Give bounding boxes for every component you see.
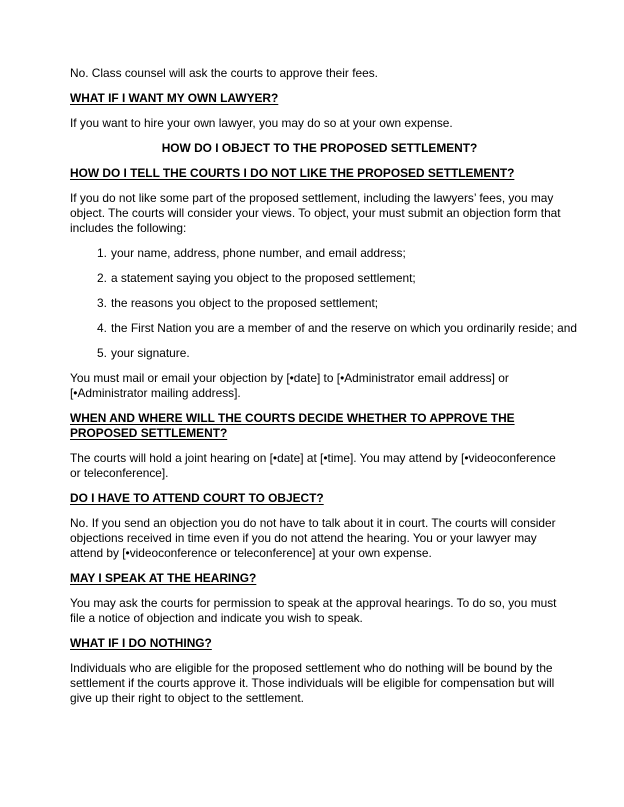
- list-item-number: 2.: [97, 271, 107, 285]
- objection-form-requirements-list: [70, 246, 577, 361]
- list-item-text: the First Nation you are a member of and the reserve on which you ordinarily reside; and: [111, 321, 577, 335]
- list-item-number: 1.: [97, 246, 107, 260]
- list-item-text: your signature.: [111, 346, 190, 360]
- para-joint-hearing: The courts will hold a joint hearing on [•date] at [•time]. You may attend by [•videoconference or teleconference].: [70, 451, 556, 480]
- list-item-3: [70, 296, 569, 311]
- para-objection-form-intro: If you do not like some part of the proposed settlement, including the lawyers’ fees, you may object. The courts will consider your views. To object, your must submit an objection form that includes the following:: [70, 191, 561, 235]
- list-item-text: your name, address, phone number, and email address;: [111, 246, 406, 260]
- list-item-number: 3.: [97, 296, 107, 310]
- list-item-5: [70, 346, 569, 361]
- heading-when-where-courts-decide: WHEN AND WHERE WILL THE COURTS DECIDE WHETHER TO APPROVE THE PROPOSED SETTLEMENT?: [70, 411, 515, 440]
- list-item-text: the reasons you object to the proposed settlement;: [111, 296, 379, 310]
- heading-what-if-own-lawyer: WHAT IF I WANT MY OWN LAWYER?: [70, 91, 279, 105]
- para-class-counsel-fees: No. Class counsel will ask the courts to approve their fees.: [70, 66, 378, 80]
- list-item-text: a statement saying you object to the proposed settlement;: [111, 271, 416, 285]
- para-hire-own-lawyer: If you want to hire your own lawyer, you may do so at your own expense.: [70, 116, 453, 130]
- list-item-number: 4.: [97, 321, 107, 335]
- para-mail-or-email-objection: You must mail or email your objection by [•date] to [•Administrator email address] or [•Administrator mailing address].: [70, 371, 509, 400]
- list-item-1: [70, 246, 569, 261]
- heading-how-do-i-object: HOW DO I OBJECT TO THE PROPOSED SETTLEMENT?: [161, 141, 478, 155]
- heading-attend-court-to-object: DO I HAVE TO ATTEND COURT TO OBJECT?: [70, 491, 324, 505]
- heading-how-tell-courts: HOW DO I TELL THE COURTS I DO NOT LIKE THE PROPOSED SETTLEMENT?: [70, 166, 515, 180]
- para-do-nothing-consequences: Individuals who are eligible for the proposed settlement who do nothing will be bound by the settlement if the courts approve it. Those individuals will be eligible for compensation but will give up their right to object to the settlement.: [70, 661, 555, 705]
- para-no-attendance-required: No. If you send an objection you do not have to talk about it in court. The courts will consider objections received in time even if you do not attend the hearing. You or your lawyer may attend by [•videoconference or teleconference] at your own expense.: [70, 516, 556, 560]
- list-item-2: [70, 271, 569, 286]
- heading-what-if-do-nothing: WHAT IF I DO NOTHING?: [70, 636, 212, 650]
- para-permission-to-speak: You may ask the courts for permission to speak at the approval hearings. To do so, you must file a notice of objection and indicate you wish to speak.: [70, 596, 557, 625]
- list-item-number: 5.: [97, 346, 107, 360]
- list-item-4: [70, 321, 577, 336]
- heading-may-i-speak: MAY I SPEAK AT THE HEARING?: [70, 571, 257, 585]
